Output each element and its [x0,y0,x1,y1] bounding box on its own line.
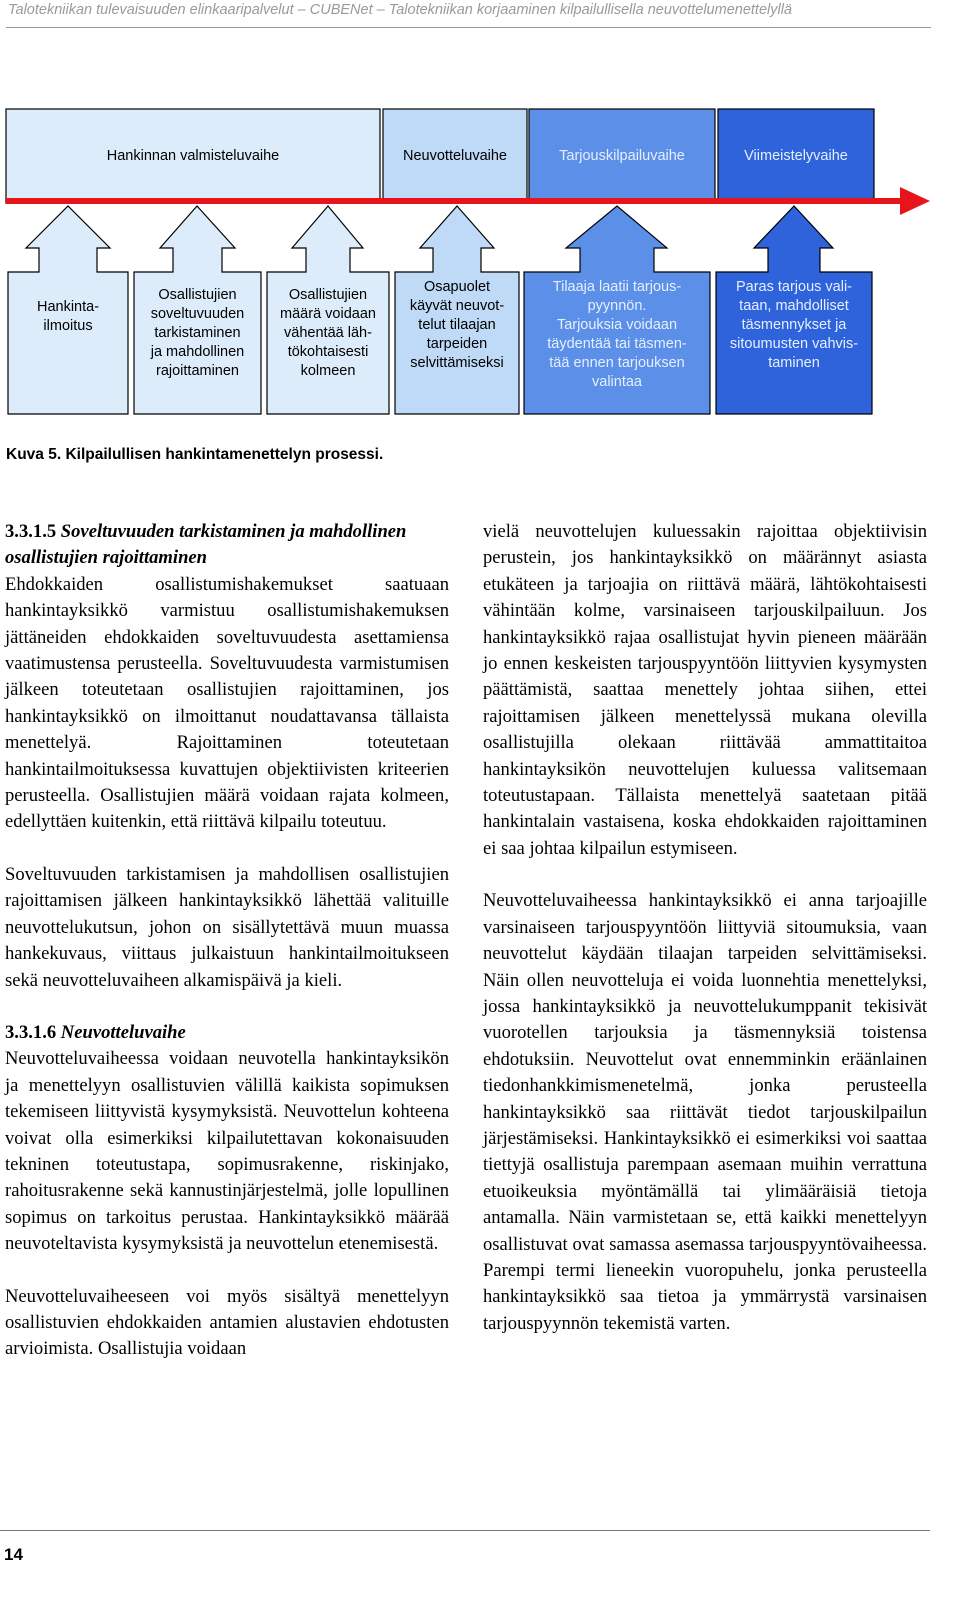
phase-label-3: Tarjouskilpailuvaihe [559,148,685,164]
section-title: Neuvotteluvaihe [60,1021,186,1043]
step-text-1: Hankinta- ilmoitus [36,299,100,334]
page-number: 14 [4,1545,23,1564]
section-title: Soveltuvuuden tarkistaminen ja mahdollinen osallistujien rajoittaminen [5,521,407,569]
phase-label-2: Neuvotteluvaihe [403,148,507,164]
step-text-4: Osapuolet käyvät neuvot- telut tilaajan tarpeiden selvittämiseksi [409,279,505,371]
footer-rule [0,1530,930,1531]
step-text-3: Osallistujien määrä voidaan vähentää läh- tökohtaisesti kolmeen [280,287,376,379]
running-header-title: Talotekniikan tulevaisuuden elinkaaripalvelut – CUBENet – Talotekniikan korjaaminen kilpailullisella neuvottelumenettelyllä [8,2,792,18]
running-header [6,0,931,30]
header-rule [6,27,931,28]
section-heading-3-3-1-5 [5,519,449,572]
step-text-6: Paras tarjous vali- taan, mahdolliset täsmennykset ja sitoumusten vahvis- taminen [729,279,859,371]
paragraph-4: Neuvotteluvaiheeseen voi myös sisältyä menettelyyn osallistuvien ehdokkaiden antamien alustavien ehdotusten arvioimista. Osallistujia voidaan [5,1285,449,1360]
step-text-2: Osallistujien soveltuvuuden tarkistaminen ja mahdollinen rajoittaminen [150,287,245,379]
paragraph-6: Neuvotteluvaiheessa hankintayksikkö ei anna tarjoajille varsinaiseen tarjouspyyntöön liittyviä sitoumuksia, vaan neuvottelut käydään tilaajan tarpeiden selvittämiseksi. Näin ollen neuvotteluja ei voida luonnehtia menettelyksi, jossa hankintayksikkö ja neuvottelukumppanit tekisivät vuorotellen tarjouksia ja täsmennyksiä toistensa ehdotuksiin. Neuvottelut ovat ennemminkin eräänlainen tiedonhankkimismenetelmä, jonka perusteella hankintayksikkö saa riittävät tiedot tarjouskilpailun järjestämiseksi. Hankintayksikkö ei esimerkiksi voi saattaa tiettyjä osallistuja parempaan asemaan muihin verrattuna etuoikeuksia myöntämällä tai ylimääräisiä tietoja antamalla. Näin varmistetaan se, että kaikki menettelyyn osallistuvat ovat samassa asemassa tarjouspyyntövaiheessa. Parempi termi lieneekin vuoropuhelu, jonka perusteella hankintayksikkö saa tietoa ja ymmärrystä varsinaisen tarjouspyynnön tekemistä varten. [483,890,927,1334]
step-text-5: Tilaaja laatii tarjous- pyynnön. Tarjouksia voidaan täydentää tai täsmen- tää ennen tarjouksen valintaa [547,279,687,390]
process-diagram [0,100,960,430]
paragraph-5: vielä neuvottelujen kuluessakin rajoittaa objektiivisin perustein, jos hankintayksikkö on määrännyt asiasta etukäteen ja tarjoajia on riittävä määrä, lähtökohtaisesti vähintään kolme, varsinaiseen tarjouskilpailuun. Jos hankintayksikkö rajaa osallistujat hyvin pieneen määrään jo ennen keskeisten tarjouspyyntöön liittyvien kysymysten päättämistä, saattaa menettely johtaa siihen, ettei rajoittamisen jälkeen menettelyssä mukana olevilla osallistujilla olekaan riittävää ammattitaitoa hankintayksikön neuvottelujen kuluessa valitsemaan toteutustapaan. Tällaista menettelyä saatetaan pitää hankintalain vastaisena, koska ehdokkaiden rajoittaminen ei saa johtaa kilpailun estymiseen. [483,521,927,859]
paragraph-1: Ehdokkaiden osallistumishakemukset saatuaan hankintayksikkö varmistuu osallistumishakemuksen jättäneiden ehdokkaiden soveltuvuudesta asettamiensa vaatimustensa perusteella. Soveltuvuudesta varmistumisen jälkeen toteutetaan osallistujien rajoittaminen, jos hankintayksikkö on ilmoittanut noudattavansa tällaista menettelyä. Rajoittaminen toteutetaan hankintailmoituksessa kuvattujen objektiivisten kriteerien perusteella. Osallistujien määrä voidaan rajata kolmeen, edellyttäen kuitenkin, että riittävä kilpailu toteutuu. [5,573,449,833]
section-number: 3.3.1.6 [5,1021,57,1043]
section-heading-3-3-1-6 [5,1020,449,1046]
paragraph-3: Neuvotteluvaiheessa voidaan neuvotella hankintayksikön ja menettelyyn osallistuvien välillä kaikista sopimuksen tekemiseen liittyvistä kysymyksistä. Neuvottelun kohteena voivat olla esimerkiksi kilpailutettavan kokonaisuuden tekninen toteutustapa, sopimusrakenne, riskinjako, rahoitusrakenne sekä kannustinjärjestelmä, jolle lopullinen sopimus on tarkoitus perustaa. Hankintayksikkö määrää neuvoteltavista kysymyksistä ja neuvottelun etenemisestä. [5,1048,449,1255]
timeline-arrowhead [900,187,930,215]
phase-label-1: Hankinnan valmisteluvaihe [106,148,280,164]
paragraph-2: Soveltuvuuden tarkistamisen ja mahdollisen osallistujien rajoittamisen jälkeen hankintayksikkö lähettää valituille neuvottelukutsun, johon on sisällytettävä muun muassa hankekuvaus, viittaus julkaistuun hankintailmoitukseen sekä neuvotteluvaiheen alkamispäivä ja kieli. [5,863,449,991]
right-column [483,519,927,1337]
left-column [5,519,449,1363]
figure-caption: Kuva 5. Kilpailullisen hankintamenettelyn prosessi. [6,446,384,463]
section-number: 3.3.1.5 [5,521,57,542]
phase-label-4: Viimeistelyvaihe [744,148,848,164]
